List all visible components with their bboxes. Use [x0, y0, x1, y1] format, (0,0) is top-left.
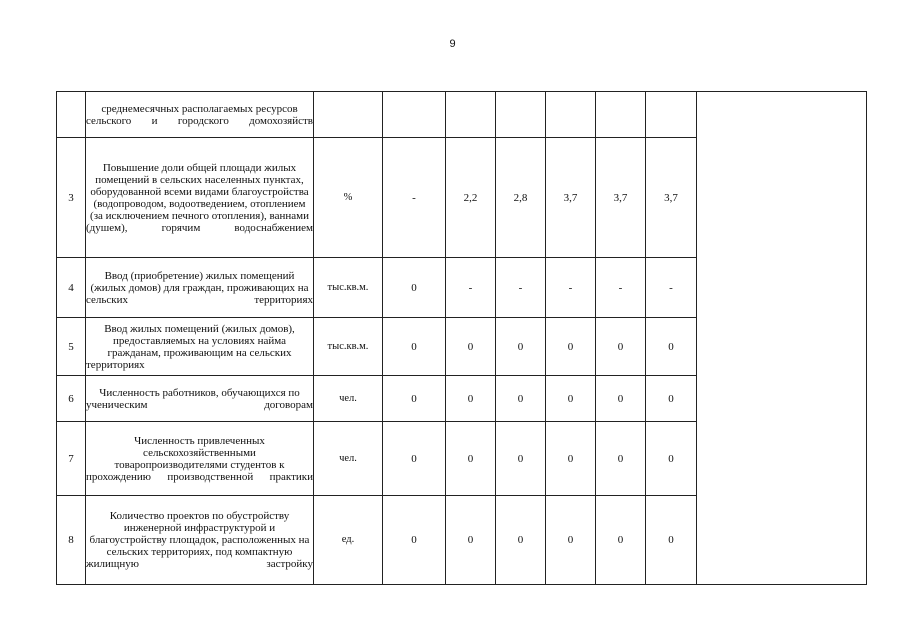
unit-cell: %: [314, 138, 383, 258]
value-cell: 0: [496, 318, 546, 376]
value-cell: 0: [596, 422, 646, 496]
value-cell: [646, 92, 697, 138]
value-cell: [446, 92, 496, 138]
value-cell: [596, 92, 646, 138]
value-cell: [546, 92, 596, 138]
value-cell: 0: [596, 496, 646, 585]
value-cell: 0: [546, 318, 596, 376]
row-number: 4: [57, 258, 86, 318]
indicators-table: [56, 91, 867, 585]
value-cell: 0: [546, 376, 596, 422]
value-cell: 0: [383, 258, 446, 318]
row-number: [57, 92, 86, 138]
value-cell: 0: [446, 496, 496, 585]
value-cell: 0: [383, 496, 446, 585]
value-cell: -: [646, 258, 697, 318]
value-cell: 3,7: [546, 138, 596, 258]
page-number: 9: [449, 38, 456, 50]
indicator-name: Количество проектов по обустройству инженерной инфраструктурой и благоустройству площадок, расположенных на сельских территориях, под компактную жилищную застройку: [86, 496, 314, 585]
value-cell: 3,7: [646, 138, 697, 258]
row-number: 7: [57, 422, 86, 496]
indicator-name: среднемесячных располагаемых ресурсов сельского и городского домохозяйств: [86, 92, 314, 138]
indicator-name: Ввод жилых помещений (жилых домов), предоставляемых на условиях найма гражданам, проживающим на сельских территориях: [86, 318, 314, 376]
value-cell: 0: [383, 318, 446, 376]
value-cell: [383, 92, 446, 138]
row-number: 8: [57, 496, 86, 585]
unit-cell: ед.: [314, 496, 383, 585]
value-cell: 2,8: [496, 138, 546, 258]
value-cell: -: [446, 258, 496, 318]
value-cell: -: [496, 258, 546, 318]
value-cell: 0: [496, 422, 546, 496]
value-cell: 0: [646, 496, 697, 585]
value-cell: 3,7: [596, 138, 646, 258]
value-cell: [496, 92, 546, 138]
unit-cell: тыс.кв.м.: [314, 318, 383, 376]
row-number: 5: [57, 318, 86, 376]
value-cell: -: [383, 138, 446, 258]
value-cell: 0: [496, 376, 546, 422]
row-number: 3: [57, 138, 86, 258]
indicator-name: Численность привлеченных сельскохозяйственными товаропроизводителями студентов к прохождению производственной практики: [86, 422, 314, 496]
value-cell: 0: [546, 422, 596, 496]
value-cell: 0: [496, 496, 546, 585]
unit-cell: чел.: [314, 422, 383, 496]
row-number: 6: [57, 376, 86, 422]
value-cell: 0: [546, 496, 596, 585]
value-cell: 0: [446, 318, 496, 376]
value-cell: -: [546, 258, 596, 318]
unit-cell: тыс.кв.м.: [314, 258, 383, 318]
value-cell: 0: [646, 318, 697, 376]
unit-cell: чел.: [314, 376, 383, 422]
value-cell: -: [596, 258, 646, 318]
value-cell: 0: [646, 376, 697, 422]
value-cell: 0: [596, 376, 646, 422]
value-cell: 0: [446, 376, 496, 422]
value-cell: 0: [446, 422, 496, 496]
value-cell: 0: [383, 376, 446, 422]
merged-blank-cell: [697, 92, 867, 585]
indicator-name: Повышение доли общей площади жилых помещений в сельских населенных пунктах, оборудованной всеми видами благоустройства (водопроводом, водоотведением, отоплением (за исключением печного отопления), ваннами (душем), горячим водоснабжением: [86, 138, 314, 258]
indicator-name: Численность работников, обучающихся по ученическим договорам: [86, 376, 314, 422]
value-cell: 0: [646, 422, 697, 496]
value-cell: 0: [383, 422, 446, 496]
unit-cell: [314, 92, 383, 138]
table-row: [57, 92, 867, 138]
indicator-name: Ввод (приобретение) жилых помещений (жилых домов) для граждан, проживающих на сельских территориях: [86, 258, 314, 318]
value-cell: 0: [596, 318, 646, 376]
value-cell: 2,2: [446, 138, 496, 258]
